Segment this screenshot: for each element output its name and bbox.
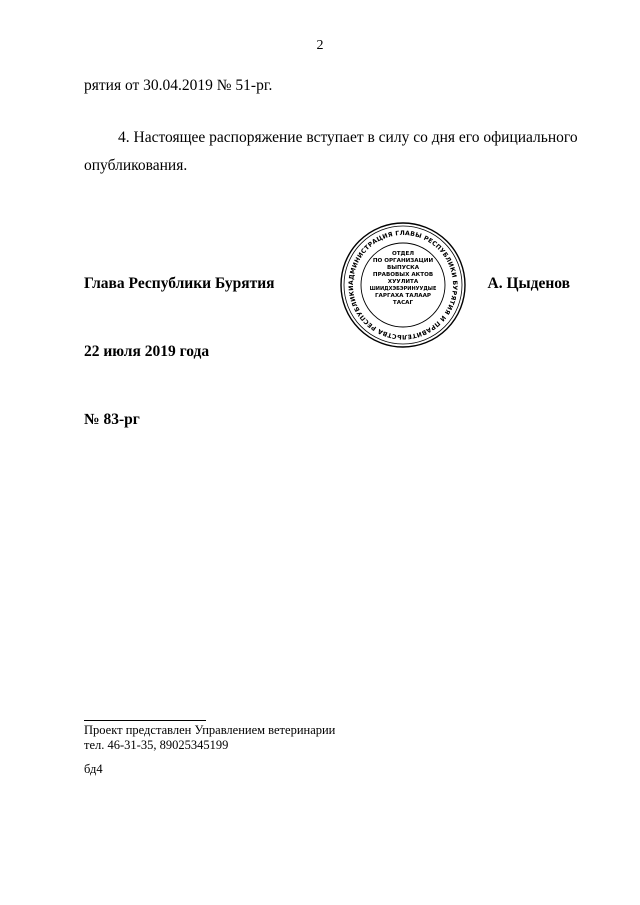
paragraph-4-line-1: 4. Настоящее распоряжение вступает в силу со дня его официального bbox=[118, 129, 578, 146]
seal-ring-text: АДМИНИСТРАЦИЯ ГЛАВЫ РЕСПУБЛИКИ БУРЯТИЯ И ПРАВИТЕЛЬСТВА РЕСПУБЛИКИ bbox=[347, 229, 459, 341]
seal-center-line: ТАСАГ bbox=[392, 300, 414, 306]
seal-icon bbox=[338, 220, 468, 350]
seal-center-line: ХУУЛИТА bbox=[387, 279, 419, 285]
body-continuation-line: рятия от 30.04.2019 № 51-рг. bbox=[84, 77, 273, 94]
seal-center-line: ПО ОРГАНИЗАЦИИ bbox=[372, 258, 434, 264]
page-number: 2 bbox=[316, 38, 324, 53]
seal-center-line: ГАРГАХА ТАЛААР bbox=[374, 293, 432, 299]
paragraph-4-line-2: опубликования. bbox=[84, 157, 188, 174]
seal-center-line: ШИИДХЭБЭРИНУУДЫЕ bbox=[369, 286, 437, 292]
signature-position: Глава Республики Бурятия bbox=[84, 275, 275, 292]
footer-divider bbox=[84, 720, 206, 721]
footer-phone: тел. 46-31-35, 89025345199 bbox=[84, 738, 229, 752]
footer-project-note: Проект представлен Управлением ветеринарии bbox=[84, 723, 336, 737]
seal-center-line: ПРАВОВЫХ АКТОВ bbox=[372, 272, 434, 278]
official-seal-stamp bbox=[338, 220, 468, 350]
document-date: 22 июля 2019 года bbox=[84, 343, 210, 360]
footer-code: бд4 bbox=[84, 762, 103, 776]
document-number: № 83-рг bbox=[84, 411, 140, 428]
seal-center-line: ВЫПУСКА bbox=[386, 265, 420, 271]
signature-name: А. Цыденов bbox=[487, 275, 570, 292]
seal-center-line: ОТДЕЛ bbox=[391, 251, 415, 257]
